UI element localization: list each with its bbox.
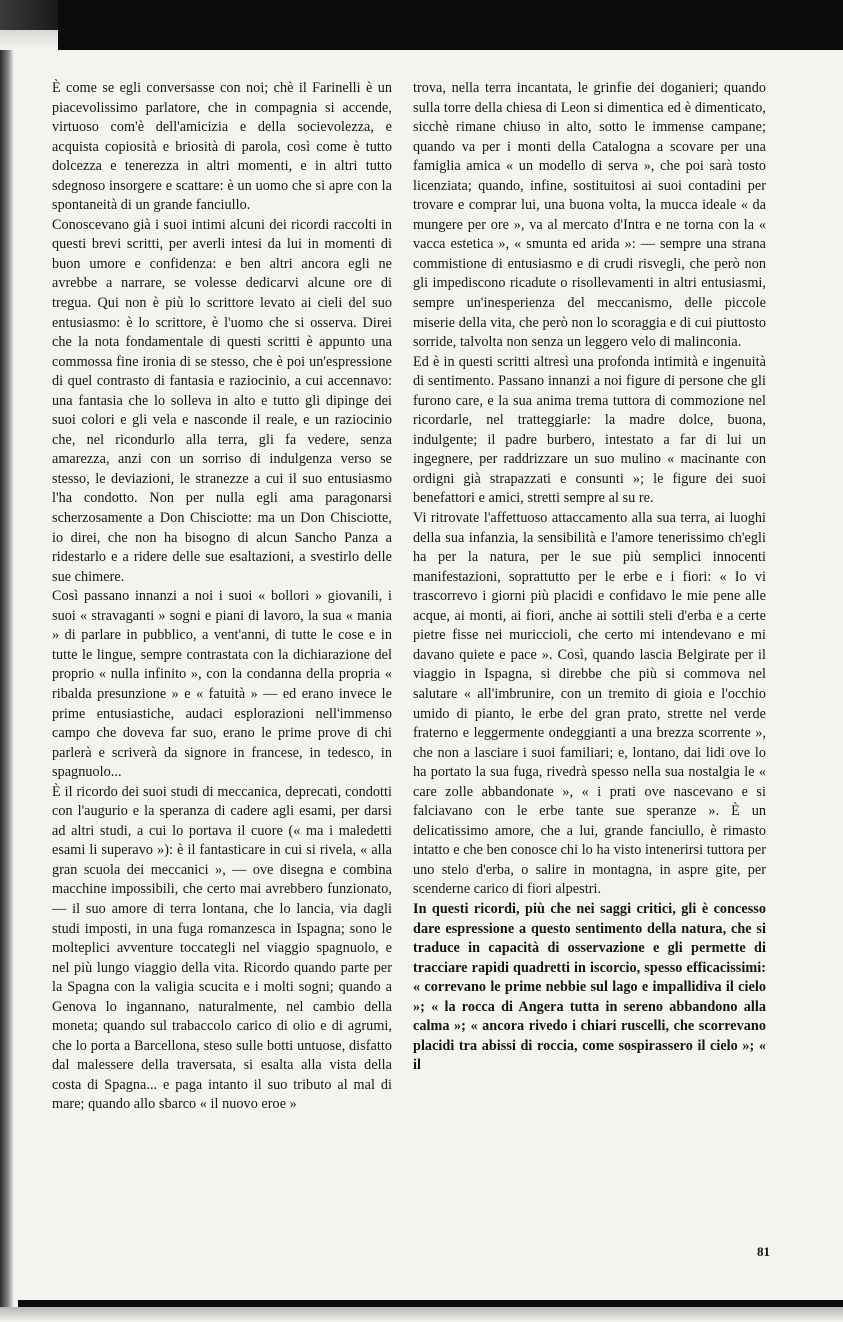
paragraph-intimacy: Ed è in questi scritti altresì una profonda intimità e ingenuità di sentimento. Passano innanzi a noi figure di persone che gli furono care, e la sua anima trema tuttora di commozione nel ricordarle, nel tratteggiarle: la madre dolce, buona, indulgente; il padre burbero, intestato a far di lui un ingegnere, per raddrizzare un suo mulino « macinante con ordigni già strapazzati e consunti »; le figure dei suoi benefattori e amici, stretti sempre al su re. (413, 353, 766, 507)
paragraph-youth: Così passano innanzi a noi i suoi « bollori » giovanili, i suoi « stravaganti » sogni e piani di lavoro, la sua « mania » di parlare in pubblico, a vent'anni, di tutte le cose e in tutte le lingue, sempre contrastata con la dichiarazione del proprio « nulla infinito », con la condanna della propria « ribalda presunzione » e « fatuità » — ed erano invece le prime entusiastiche, audaci esplorazioni nell'immenso campo che doveva far suo, erano le prime prove di chi parlerà e scriverà da signore in francese, in tedesco, in spagnuolo... (52, 588, 392, 781)
left-column (52, 79, 392, 1115)
scan-bottom-shadow (0, 1307, 843, 1322)
paragraph-spain-travels: trova, nella terra incantata, le grinfie dei doganieri; quando sulla torre della chiesa di Leon si dimentica ed è dimenticato, sicchè rimane chiuso in alto, sotto le immense campane; quando va per i monti della Catalogna a scovare per una famiglia amica « un modello di serva », che poi sarà tosto licenziata; quando, infine, sostituitosi ai suoi contadini per trovare e comprar lui, una buona volta, la mucca ideale « da mungere per ore », va al mercato d'Intra e ne torna con la « vacca estetica », « smunta ed arida »: — sempre una strana commistione di entusiasmo e di crudi risvegli, che però non gli impediscono ricadute o risollevamenti in altri entusiasmi, sempre un'inesperienza del meccanismo, delle piccole miserie della vita, che però non lo scoraggia e di cui piuttosto sorride, talvolta non senza un leggero velo di malinconia. (413, 80, 766, 351)
scan-bottom-border (18, 1300, 843, 1307)
scan-corner (0, 0, 58, 30)
scan-corner-fade (0, 30, 58, 50)
right-column (413, 79, 766, 1076)
paragraph-conversation: È come se egli conversasse con noi; chè il Farinelli è un piacevolissimo parlatore, che in compagnia si accende, virtuoso com'è dell'amicizia e della socievolezza, e acquista copiosità e briosità di parola, così come è tutto dolcezza e tenerezza in altri momenti, e in altri tutto sdegnoso insorgere e scattare: è un uomo che si apre con la spontaneità di un grande fanciullo. (52, 80, 392, 214)
scan-edge-shadow (0, 0, 14, 1322)
paragraph-sketches: In questi ricordi, più che nei saggi critici, gli è concesso dare espressione a questo sentimento della natura, che si traduce in capacità di osservazione e gli permette di tracciare rapidi quadretti in iscorcio, spesso efficacissimi: « correvano le prime nebbie sul lago e impallidiva il cielo »; « la rocca di Angera tutta in sereno abbandono alla calma »; « ancora rivedo i chiari ruscelli, che scorrevano placidi tra abissi di roccia, come sospirassero il cielo »; « il (413, 900, 766, 1074)
paragraph-memories: Conoscevano già i suoi intimi alcuni dei ricordi raccolti in questi brevi scritti, per averli intesi da lui in momenti di buon umore e confidenza: e ben altri ancora egli ne avrebbe a narrare, se volesse dedicarvi alcune ore di tregua. Qui non è più lo scrittore levato ai cieli del suo entusiasmo: è lo scrittore, è l'uomo che si osserva. Direi che la nota fondamentale di questi scritti è appunto una commossa fine ironia di se stesso, che è poi un'espressione di quel contrasto di fantasia e raziocinio, a cui accennavo: una fantasia che lo solleva in alto e tutto gli dipinge dei suoi colori e gli vela e nasconde il reale, e un raziocinio che, nel ricondurlo alla terra, gli fa vedere, senza amarezza, anzi con un sorriso di indulgenza verso se stesso, le deviazioni, le stranezze a cui il suo entusiasmo l'ha condotto. Non per nulla egli ama paragonarsi scherzosamente a Don Chisciotte: ma un Don Chisciotte, io direi, che non ha bisogno di alcun Sancho Panza a ridestarlo e a ridere delle sue esaltazioni, a svestirlo delle sue chimere. (52, 216, 392, 585)
scan-top-border (58, 0, 843, 50)
paragraph-nature: Vi ritrovate l'affettuoso attaccamento alla sua terra, ai luoghi della sua infanzia, la sensibilità e l'amore tenerissimo ch'egli ha per la natura, per le sue più semplici innocenti manifestazioni, soprattutto per le erbe e i fiori: « Io vi trascorrevo i giorni più placidi e confidavo le mie pene alle acque, ai monti, ai fiori, anche ai sottili steli d'erba e a certe pietre fisse nei muriccioli, che certo mi intendevano e mi davano quiete e pace ». Così, quando lascia Belgirate per il viaggio in Ispagna, si direbbe che più si commova nel salutare « all'imbrunire, con un tremito di gioia e l'occhio umido di pianto, le erbe del gran prato, strette nel verde fraterno e leggermente ondeggianti a una brezza scorrente », che non a lasciare i suoi familiari; e, lontano, dai lidi ove lo ha portato la sua fuga, rivedrà spesso nella sua nostalgia le « care zolle abbandonate », « i prati ove nascevano e si falciavano con le erbe tante sue speranze ». È un delicatissimo amore, che a lui, grande fanciullo, è rimasto intatto e che ben conosce chi lo ha visto intenerirsi tuttora per uno stelo d'erba, o salire in montagna, in aspre gite, per scenderne carico di fiori alpestri. (413, 510, 766, 898)
page-number: 81 (757, 1244, 770, 1259)
paragraph-mechanics: È il ricordo dei suoi studi di meccanica, deprecati, condotti con l'augurio e la speranza di cadere agli esami, per darsi ad altri studi, a cui lo portava il cuore (« ma i maledetti esami li superavo »): è il fantasticare in cui si rivela, « alla gran scuola dei meccanici », — ove disegna e combina macchine impossibili, che certo mai avrebbero funzionato, — il suo amore di terra lontana, che lo lancia, via dagli studi imposti, in una fuga romanzesca in Ispagna; sono le molteplici avventure toccategli nel viaggio spagnuolo, e nel più lungo viaggio della vita. Ricordo quando parte per la Spagna con la valigia scucita e i molti sogni; quando a Genova lo ingannano, naturalmente, nel cambio della moneta; quando sul trabaccolo carico di olio e di agrumi, che lo porta a Barcellona, steso sulle botti untuose, disfatto dal malessere della traversata, si esalta alla vista della costa di Spagna... e paga intanto il suo tributo al mal di mare; quando allo sbarco « il nuovo eroe » (52, 783, 392, 1113)
